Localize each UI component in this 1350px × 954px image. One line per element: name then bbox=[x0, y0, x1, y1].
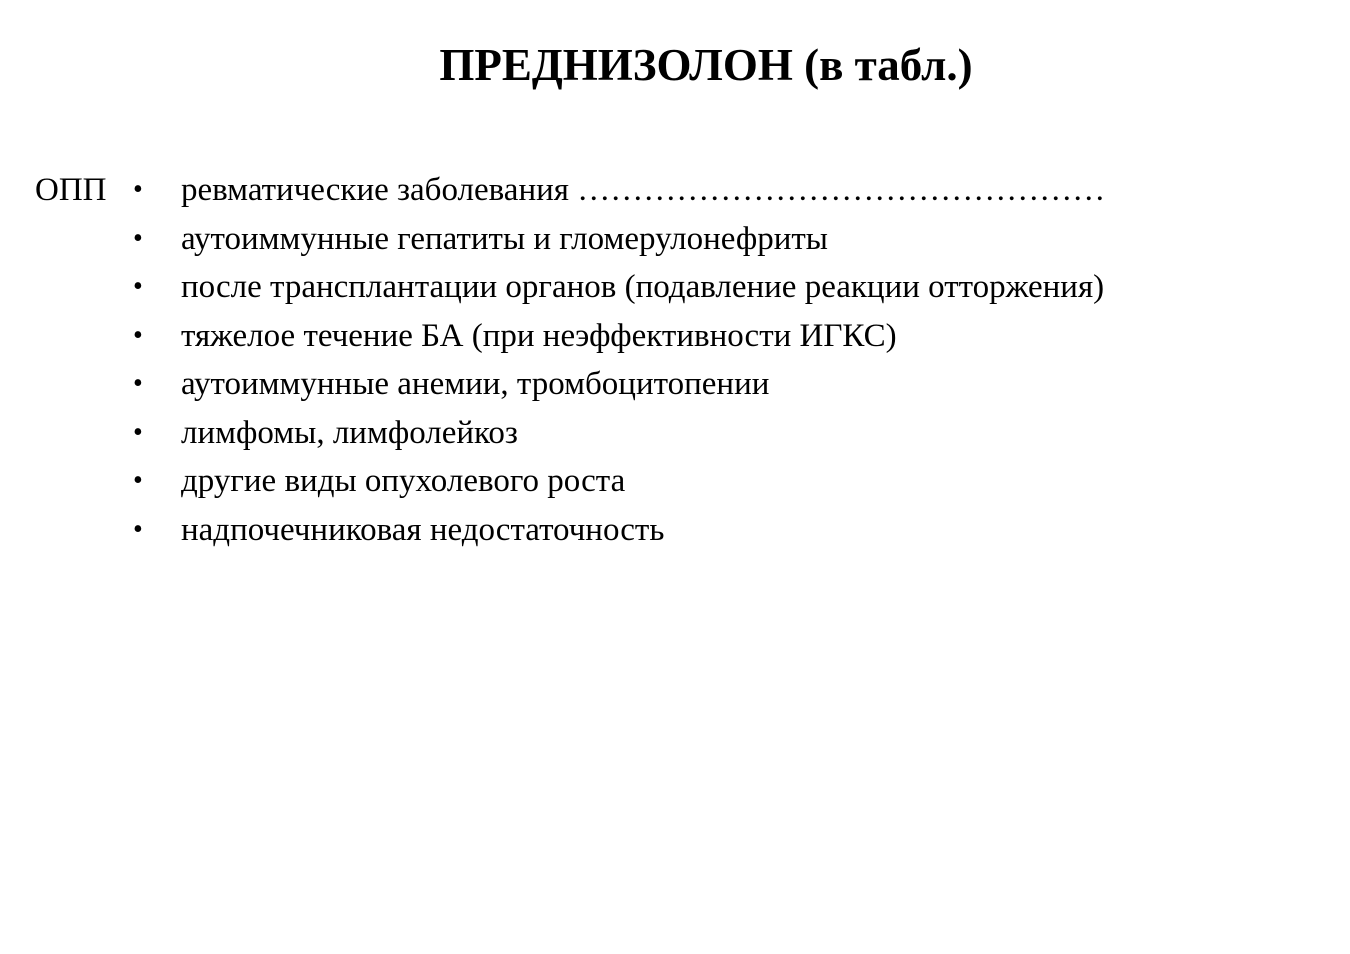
indication-text: другие виды опухолевого роста bbox=[181, 463, 626, 499]
section-label: ОПП bbox=[35, 172, 107, 208]
bullet: • bbox=[133, 416, 143, 448]
bullet: • bbox=[133, 368, 143, 399]
bullet: • bbox=[133, 222, 143, 254]
bullet: • bbox=[133, 465, 143, 496]
indication-text: после трансплантации органов (подавление реакции отторжения) bbox=[181, 269, 1105, 305]
indication-text: тяжелое течение БА (при неэффективности ИГКС) bbox=[181, 317, 897, 354]
bullet: • bbox=[133, 271, 143, 302]
indication-text: лимфомы, лимфолейкоз bbox=[181, 414, 518, 451]
indication-text: надпочечниковая недостаточность bbox=[181, 511, 665, 548]
bullet: • bbox=[133, 319, 143, 351]
indication-text: аутоиммунные анемии, тромбоцитопении bbox=[181, 366, 770, 402]
indication-text: ревматические заболевания ………………………………………… bbox=[181, 172, 1106, 208]
bullet: • bbox=[133, 513, 143, 545]
bullet: • bbox=[133, 174, 143, 205]
slide-title: ПРЕДНИЗОЛОН (в табл.) bbox=[439, 40, 973, 90]
indication-text: аутоиммунные гепатиты и гломерулонефриты bbox=[181, 220, 828, 257]
